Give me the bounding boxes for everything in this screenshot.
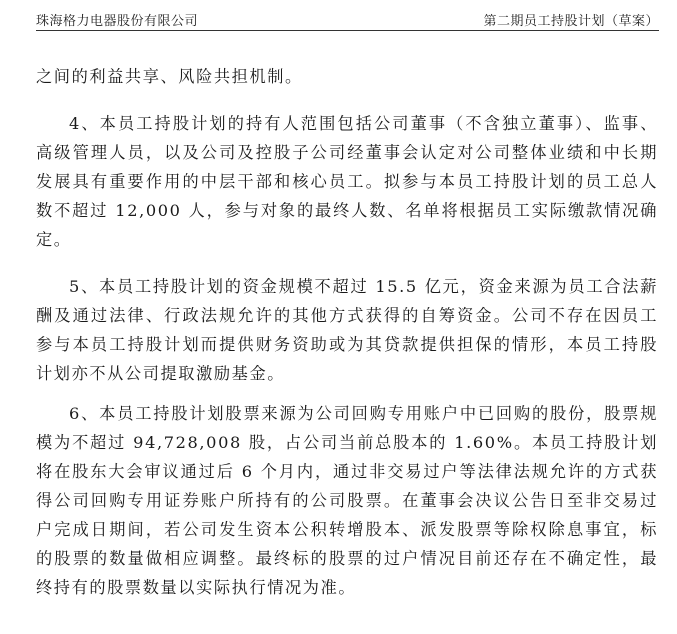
paragraph-item-5: 5、本员工持股计划的资金规模不超过 15.5 亿元，资金来源为员工合法薪酬及通过法律、行政法规允许的其他方式获得的自筹资金。公司不存在因员工参与本员工持股计划而提供财务资助或为其贷款提供担保的情形，本员工持股计划亦不从公司提取激励基金。 <box>36 277 658 383</box>
page-header <box>36 8 659 31</box>
paragraph-item-6: 6、本员工持股计划股票来源为公司回购专用账户中已回购的股份，股票规模为不超过 94,728,008 股，占公司当前总股本的 1.60%。本员工持股计划将在股东大会审议通过后 6 个月内，通过非交易过户等法律法规允许的方式获得公司回购专用证券账户所持有的公司股票。在董事会决议公告日至非交易过户完成日期间，若公司发生资本公积转增股本、派发股票等除权除息事宜，标的股票的数量做相应调整。最终标的股票的过户情况目前还存在不确定性，最终持有的股票数量以实际执行情况为准。 <box>36 404 658 597</box>
paragraph-item-4: 4、本员工持股计划的持有人范围包括公司董事（不含独立董事）、监事、高级管理人员，以及公司及控股子公司经董事会认定对公司整体业绩和中长期发展具有重要作用的中层干部和核心员工。拟参与本员工持股计划的员工总人数不超过 12,000 人，参与对象的最终人数、名单将根据员工实际缴款情况确定。 <box>36 114 658 249</box>
paragraph-continuation: 之间的利益共享、风险共担机制。 <box>36 67 303 86</box>
company-name: 珠海格力电器股份有限公司 <box>36 14 199 29</box>
document-body <box>36 62 658 602</box>
document-title: 第二期员工持股计划（草案） <box>483 14 659 29</box>
